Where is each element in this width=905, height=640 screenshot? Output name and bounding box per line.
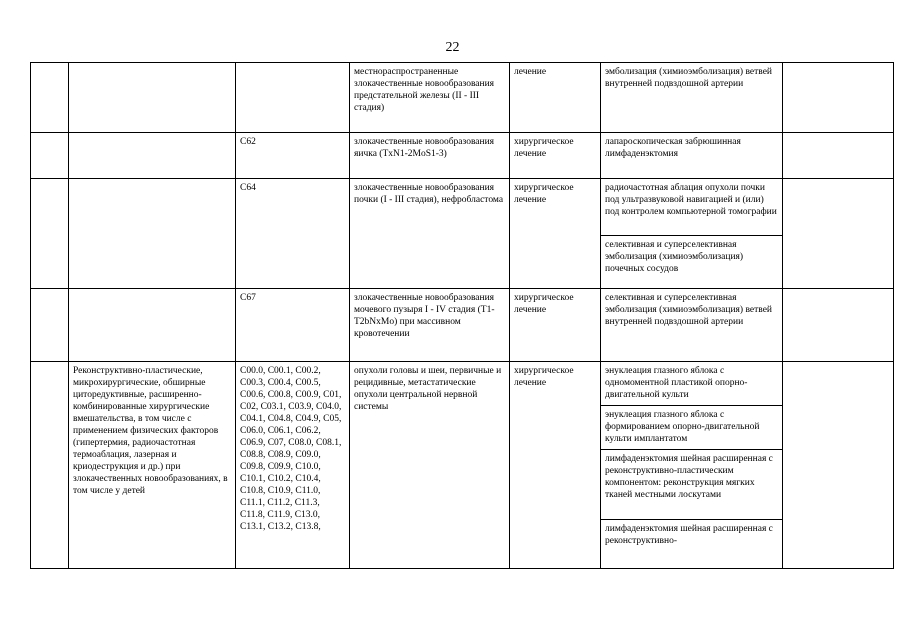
treatment-methods-cell xyxy=(601,289,783,362)
normative-cost-cell xyxy=(783,362,894,569)
normative-cost-cell xyxy=(783,179,894,289)
row-number-cell xyxy=(31,289,69,362)
normative-cost-cell xyxy=(783,289,894,362)
method-item: селективная и суперселективная эмболизация (химиоэмболизация) ветвей внутренней подвздошной артерии xyxy=(605,293,772,327)
treatment-type-cell: лечение xyxy=(510,63,601,133)
icd-code-cell xyxy=(236,63,350,133)
treatment-type-cell: хирургическое лечение xyxy=(510,133,601,179)
icd-code-cell: C00.0, C00.1, C00.2, C00.3, C00.4, C00.5, C00.6, C00.8, C00.9, C01, C02, C03.1, C03.9, C04.0, C04.1, C04.8, C04.9, C05, C06.0, C06.1, C06.2, C06.9, C07, C08.0, C08.1, C08.8, C08.9, C09.0, C09.8, C09.9, C10.0, C10.1, C10.2, C10.4, C10.8, C10.9, C11.0, C11.1, C11.2, C11.3, C11.8, C11.9, C13.0, C13.1, C13.2, C13.8, xyxy=(236,362,350,569)
diagnosis-cell: местнораспространенные злокачественные новообразования предстательной железы (II - III стадия) xyxy=(350,63,510,133)
table-row xyxy=(31,289,894,362)
diagnosis-cell: злокачественные новообразования яичка (TxN1-2MoS1-3) xyxy=(350,133,510,179)
treatment-methods-cell xyxy=(601,133,783,179)
diagnosis-cell: злокачественные новообразования мочевого пузыря I - IV стадия (T1-T2bNxMo) при массивном кровотечении xyxy=(350,289,510,362)
method-item: радиочастотная аблация опухоли почки под ультразвуковой навигацией и (или) под контролем компьютерной томографии xyxy=(605,183,777,217)
method-item: энуклеация глазного яблока с формированием опорно-двигательной культи имплантатом xyxy=(601,405,782,449)
care-type-cell xyxy=(69,289,236,362)
treatment-methods-cell xyxy=(601,63,783,133)
icd-code-cell: C64 xyxy=(236,179,350,289)
care-type-cell xyxy=(69,63,236,133)
treatment-methods-cell xyxy=(601,179,783,289)
row-number-cell xyxy=(31,179,69,289)
table-row xyxy=(31,133,894,179)
treatment-type-cell: хирургическое лечение xyxy=(510,289,601,362)
care-type-cell xyxy=(69,133,236,179)
method-item: лапароскопическая забрюшинная лимфаденэктомия xyxy=(605,137,741,159)
method-item: эмболизация (химиоэмболизация) ветвей внутренней подвздошной артерии xyxy=(605,67,772,89)
normative-cost-cell xyxy=(783,133,894,179)
method-item: энуклеация глазного яблока с одномоментной пластикой опорно-двигательной культи xyxy=(605,366,748,400)
diagnosis-cell: злокачественные новообразования почки (I - III стадия), нефробластома xyxy=(350,179,510,289)
normative-cost-cell xyxy=(783,63,894,133)
table-row xyxy=(31,179,894,289)
treatment-type-cell: хирургическое лечение xyxy=(510,362,601,569)
icd-code-cell: C67 xyxy=(236,289,350,362)
icd-code-cell: C62 xyxy=(236,133,350,179)
method-item: селективная и суперселективная эмболизация (химиоэмболизация) почечных сосудов xyxy=(601,235,782,278)
page-number: 22 xyxy=(445,40,460,55)
method-item: лимфаденэктомия шейная расширенная с реконструктивно- xyxy=(601,519,782,550)
treatment-type-cell: хирургическое лечение xyxy=(510,179,601,289)
care-type-cell xyxy=(69,179,236,289)
table-row xyxy=(31,63,894,133)
row-number-cell xyxy=(31,133,69,179)
row-number-cell xyxy=(31,362,69,569)
care-type-cell: Реконструктивно-пластические, микрохирургические, обширные циторедуктивные, расширенно-комбинированные хирургические вмешательства, в том числе с применением физических факторов (гипертермия, радиочастотная термоаблация, лазерная и криодеструкция и др.) при злокачественных новообразованиях, в том числе у детей xyxy=(69,362,236,569)
medical-care-table xyxy=(30,62,894,569)
diagnosis-cell: опухоли головы и шеи, первичные и рецидивные, метастатические опухоли центральной нервной системы xyxy=(350,362,510,569)
row-number-cell xyxy=(31,63,69,133)
treatment-methods-cell xyxy=(601,362,783,569)
table-row xyxy=(31,362,894,569)
method-item: лимфаденэктомия шейная расширенная с реконструктивно-пластическим компонентом: реконструкция мягких тканей местными лоскутами xyxy=(601,449,782,519)
